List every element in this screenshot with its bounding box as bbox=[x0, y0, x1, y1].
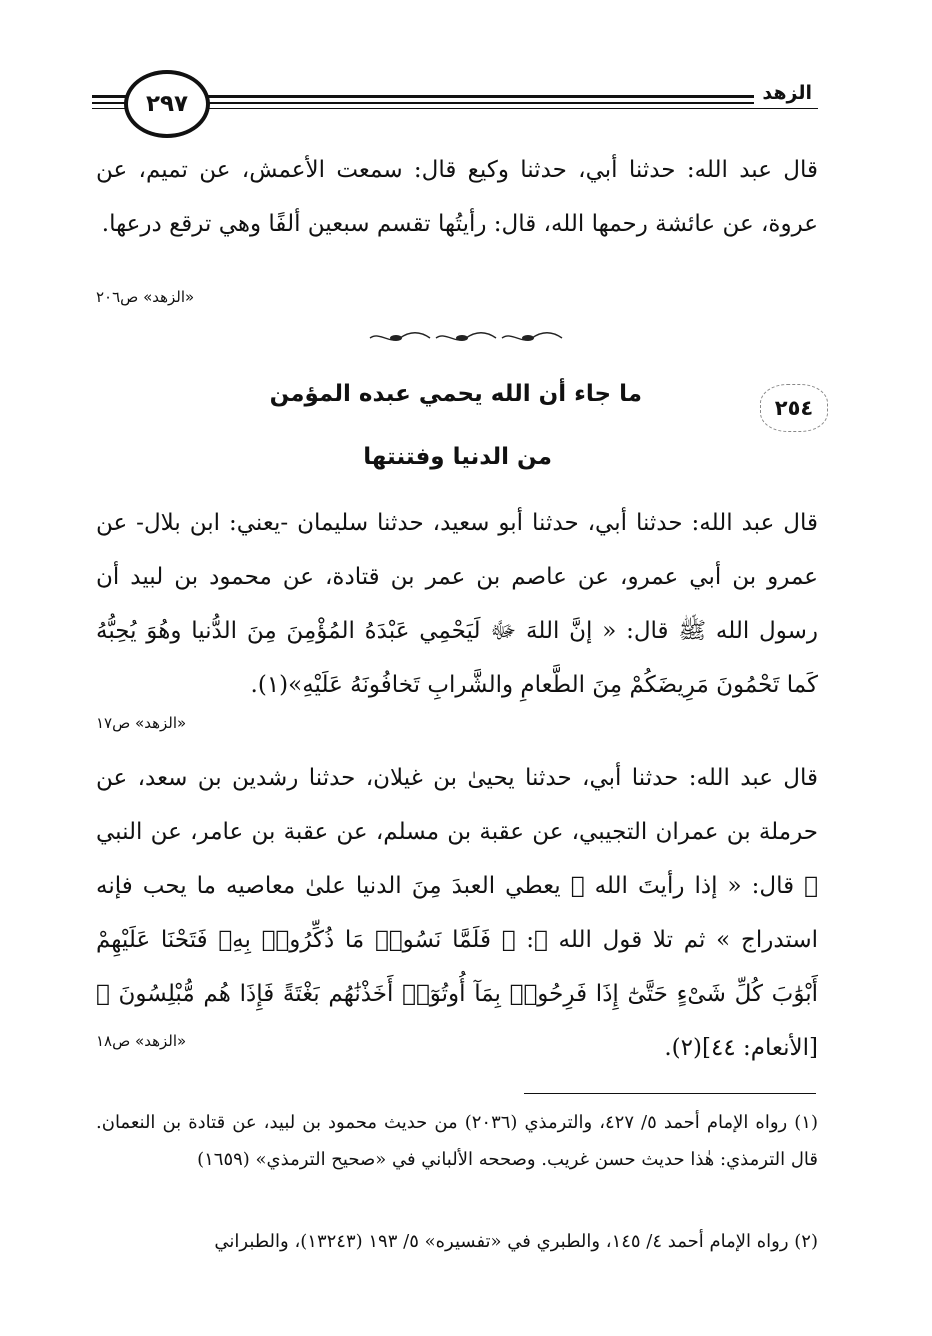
running-header-title: الزهد bbox=[754, 82, 820, 104]
ornament-divider-icon bbox=[366, 330, 566, 346]
section-title-line-2: من الدنيا وفتنتها bbox=[363, 444, 552, 470]
footnote-2: (٢) رواه الإمام أحمد ٤/ ١٤٥، والطبري في «تفسيره» ٥/ ١٩٣ (١٣٢٤٣)، والطبراني bbox=[214, 1231, 818, 1252]
source-reference-3: «الزهد» ص١٨ bbox=[96, 1032, 187, 1050]
source-reference-2: «الزهد» ص١٧ bbox=[96, 714, 187, 732]
hadith-paragraph-3: قال عبد الله: حدثنا أبي، حدثنا يحيىٰ بن غيلان، حدثنا رشدين بن سعد، عن حرملة بن عمران التجيبي، عن عقبة بن مسلم، عن عقبة بن عامر، عن النبي ﷺ قال: « إذا رأيتَ الله ﷻ يعطي العبدَ مِنَ الدنيا علىٰ معاصيه ما يحب فإنه استدراج » ثم تلا قول الله ﷻ: ﴿ فَلَمَّا نَسُوا۟ مَا ذُكِّرُوا۟ بِهِۦ فَتَحْنَا عَلَيْهِمْ أَبْوَٰبَ كُلِّ شَىْءٍ حَتَّىٰٓ إِذَا فَرِحُوا۟ بِمَآ أُوتُوٓا۟ أَخَذْنَٰهُم بَغْتَةً فَإِذَا هُم مُّبْلِسُونَ ﴾ [الأنعام: ٤٤](٢). bbox=[96, 765, 818, 1061]
footnote-1: (١) رواه الإمام أحمد ٥/ ٤٢٧، والترمذي (٢٠٣٦) من حديث محمود بن لبيد، عن قتادة بن النعمان. قال الترمذي: هٰذا حديث حسن غريب. وصححه الألباني في «صحيح الترمذي» (١٦٥٩) bbox=[96, 1112, 818, 1170]
source-reference-1: «الزهد» ص٢٠٦ bbox=[96, 288, 195, 306]
section-title-line-1: ما جاء أن الله يحمي عبده المؤمن bbox=[269, 381, 642, 407]
hadith-paragraph-2: قال عبد الله: حدثنا أبي، حدثنا أبو سعيد، حدثنا سليمان -يعني: ابن بلال- عن عمرو بن أبي عمرو، عن عاصم بن عمر بن قتادة، عن محمود بن لبيد أن رسول الله ﷺ قال: « إنَّ اللهَ ﷻ لَيَحْمِي عَبْدَهُ المُؤْمِنَ مِنَ الدُّنيا وهُوَ يُحِبُّهُ كَما تَحْمُونَ مَرِيضَكُمْ مِنَ الطَّعامِ والشَّرابِ تَخافُونَهُ عَلَيْهِ»(١). bbox=[96, 510, 818, 698]
page-number: ٢٩٧ bbox=[124, 70, 210, 138]
footnote-separator bbox=[524, 1093, 816, 1094]
section-number-badge: ٢٥٤ bbox=[760, 384, 828, 432]
hadith-paragraph-1: قال عبد الله: حدثنا أبي، حدثنا وكيع قال: سمعت الأعمش، عن تميم، عن عروة، عن عائشة رحمها الله، قال: رأيتُها تقسم سبعين ألفًا وهي ترقع درعها. bbox=[96, 157, 818, 237]
